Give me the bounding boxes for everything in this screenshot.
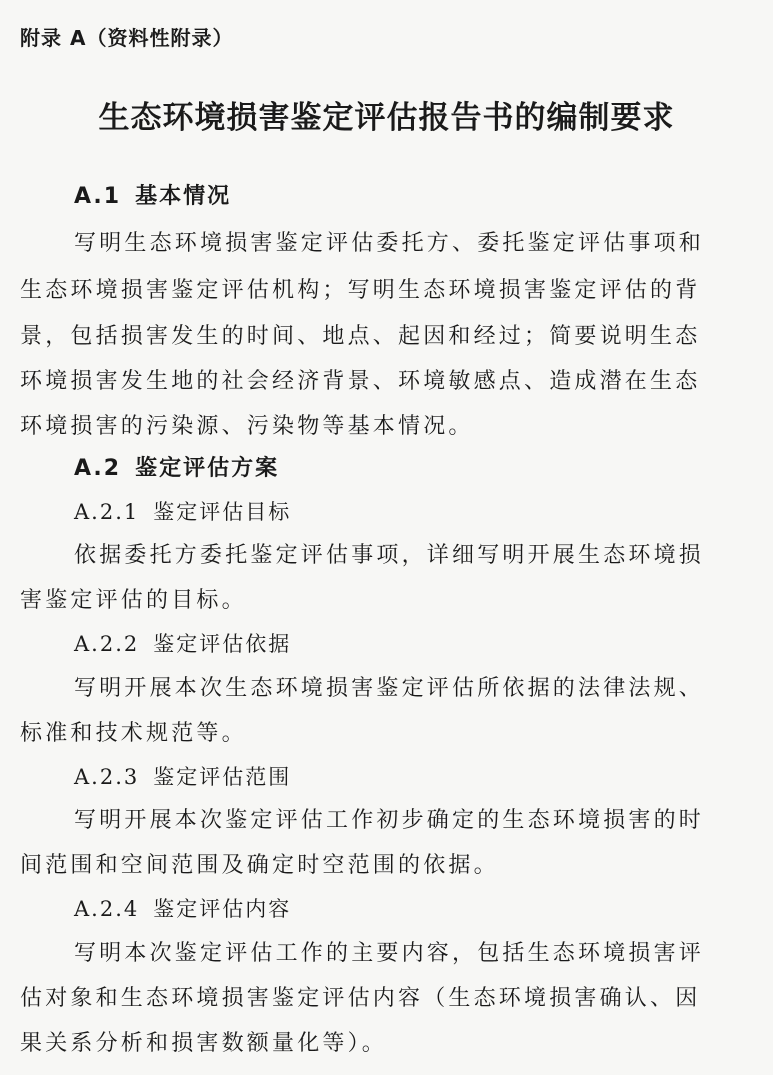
section-a1-heading — [74, 182, 231, 212]
paragraph-line: 标准和技术规范等。 — [20, 721, 247, 746]
paragraph-line: 写明生态环境损害鉴定评估委托方、委托鉴定评估事项和 — [74, 231, 705, 256]
subsection-title: 鉴定评估依据 — [153, 632, 292, 656]
paragraph-line: 写明本次鉴定评估工作的主要内容，包括生态环境损害评 — [74, 941, 705, 966]
subsection-number: A.2.1 — [74, 500, 140, 524]
subsection-a21-heading — [74, 497, 291, 527]
subsection-number: A.2.3 — [74, 765, 140, 789]
paragraph-line: 景，包括损害发生的时间、地点、起因和经过；简要说明生态 — [20, 324, 701, 349]
subsection-number: A.2.2 — [74, 632, 140, 656]
subsection-a23-heading — [74, 762, 291, 792]
paragraph-line: 果关系分析和损害数额量化等）。 — [20, 1031, 388, 1056]
paragraph-line: 环境损害的污染源、污染物等基本情况。 — [20, 414, 474, 439]
section-title: 鉴定评估方案 — [135, 456, 280, 481]
section-number: A.2 — [74, 456, 122, 481]
subsection-title: 鉴定评估范围 — [153, 765, 292, 789]
subsection-title: 鉴定评估内容 — [153, 897, 292, 921]
subsection-number: A.2.4 — [74, 897, 140, 921]
paragraph-line: 写明开展本次鉴定评估工作初步确定的生态环境损害的时 — [74, 808, 705, 833]
subsection-a24-heading — [74, 894, 291, 924]
section-title: 基本情况 — [135, 184, 232, 209]
paragraph-line: 环境损害发生地的社会经济背景、环境敏感点、造成潜在生态 — [20, 369, 701, 394]
section-number: A.1 — [74, 184, 122, 209]
paragraph-line: 生态环境损害鉴定评估机构；写明生态环境损害鉴定评估的背 — [20, 278, 701, 303]
subsection-a22-heading — [74, 629, 291, 659]
section-a2-heading — [74, 454, 279, 484]
appendix-label: 附录 A（资料性附录） — [20, 26, 234, 50]
paragraph-line: 写明开展本次生态环境损害鉴定评估所依据的法律法规、 — [74, 676, 705, 701]
paragraph-line: 依据委托方委托鉴定评估事项，详细写明开展生态环境损 — [74, 543, 705, 568]
document-title: 生态环境损害鉴定评估报告书的编制要求 — [98, 100, 675, 136]
paragraph-line: 害鉴定评估的目标。 — [20, 588, 247, 613]
subsection-title: 鉴定评估目标 — [153, 500, 292, 524]
paragraph-line: 估对象和生态环境损害鉴定评估内容（生态环境损害确认、因 — [20, 986, 701, 1011]
paragraph-line: 间范围和空间范围及确定时空范围的依据。 — [20, 853, 499, 878]
